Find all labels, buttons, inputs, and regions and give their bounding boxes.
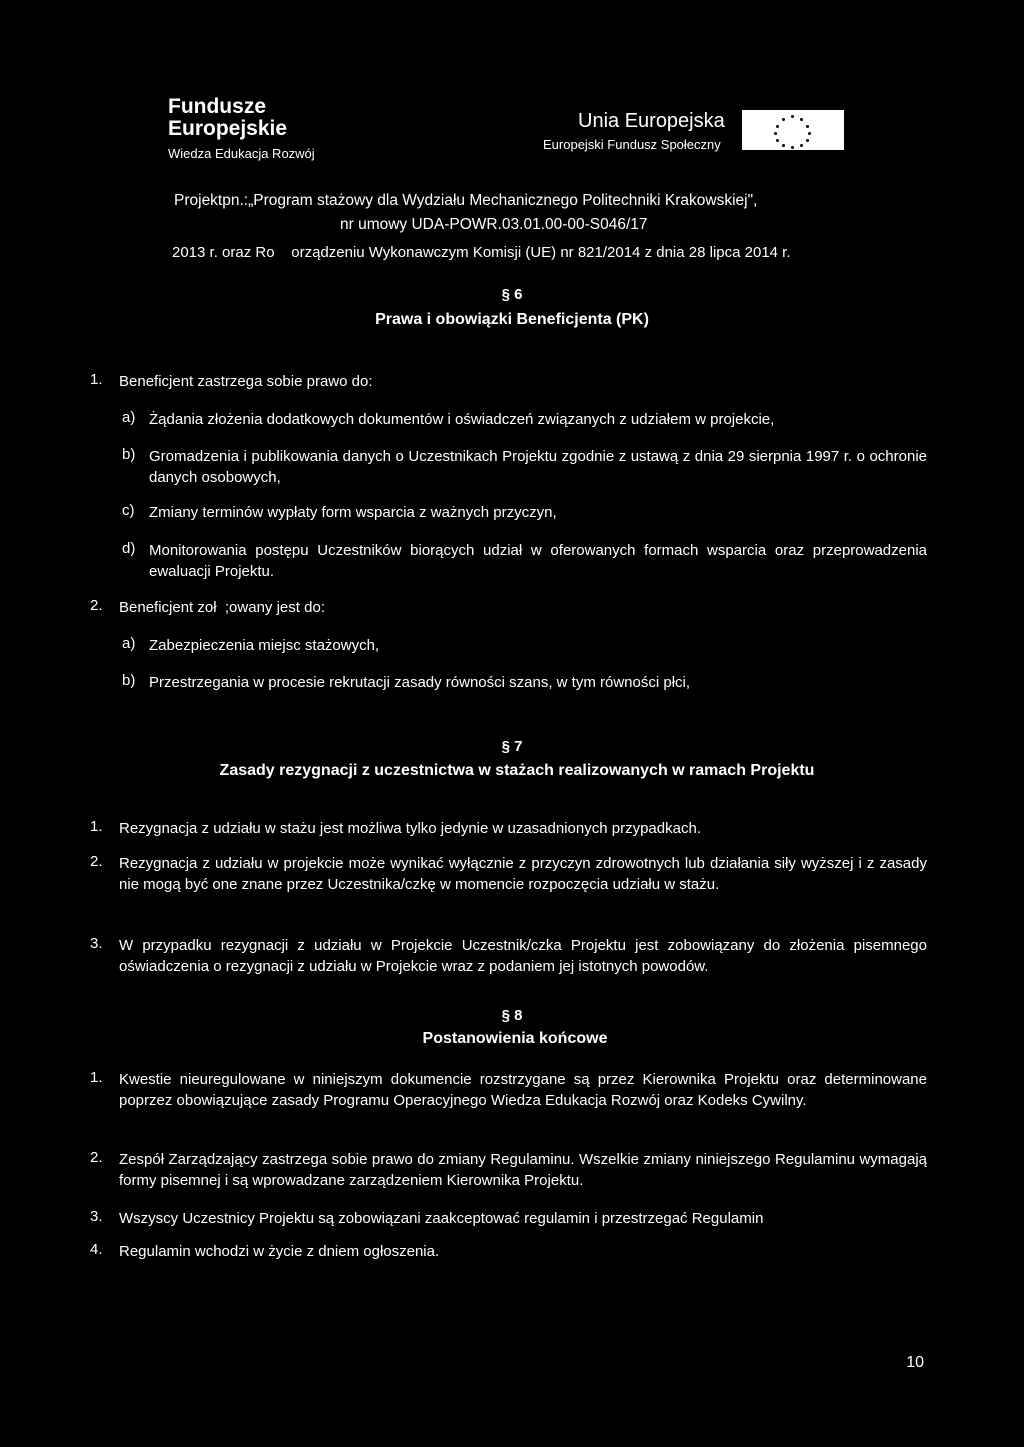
sec6-b-text: Gromadzenia i publikowania danych o Uczestnikach Projektu zgodnie z ustawą z dnia 29 sierpnia 1997 r. o ochronie danych osobowych, [149,448,927,486]
project-agreement-number: nr umowy UDA-POWR.03.01.00-00-S046/17 [340,216,648,233]
sec8-p3-text: Wszyscy Uczestnicy Projektu są zobowiązani zaakceptować regulamin i przestrzegać Regulamin [119,1210,764,1227]
regulation-fragment: 2013 r. oraz Ro orządzeniu Wykonawczym Komisji (UE) nr 821/2014 z dnia 28 lipca 2014 r. [172,244,791,261]
sec6-d-label: d) [122,540,136,557]
sec6-p1-text: Beneficjent zastrzega sobie prawo do: [119,373,373,390]
page-number: 10 [906,1354,924,1371]
section-8-number: § 8 [501,1007,523,1024]
sec6-p2-text: Beneficjent zoł ;owany jest do: [119,599,325,616]
section-7-title: Zasady rezygnacji z uczestnictwa w stażach realizowanych w ramach Projektu [219,762,815,779]
sec6-p2b-text: Przestrzegania w procesie rekrutacji zasady równości szans, w tym równości płci, [149,674,691,691]
sec8-p2-number: 2. [90,1149,103,1166]
sec7-p1-number: 1. [90,818,103,835]
project-title-line: Projektpn.:„Program stażowy dla Wydziału Mechanicznego Politechniki Krakowskiej", [174,192,758,209]
sec8-p4-text: Regulamin wchodzi w życie z dniem ogłoszenia. [119,1243,440,1260]
section-6-title: Prawa i obowiązki Beneficjenta (PK) [375,311,649,328]
sec6-p2-number: 2. [90,597,103,614]
logo-right-subtitle: Europejski Fundusz Społeczny [543,137,721,152]
logo-unia-europejska: Unia Europejska [578,110,725,132]
logo-fundusze-europejskie: Fundusze Europejskie [168,95,288,140]
sec6-a-label: a) [122,409,136,426]
sec6-p2b-label: b) [122,672,136,689]
sec8-p1-text: Kwestie nieuregulowane w niniejszym dokumencie rozstrzygane są przez Kierownika Projektu oraz determinowane poprzez obowiązujące zasady Programu Operacyjnego Wiedza Edukacja Rozwój oraz Kodeks Cywilny. [119,1071,927,1109]
eu-flag-icon [742,110,844,150]
sec7-p3-text: W przypadku rezygnacji z udziału w Projekcie Uczestnik/czka Projektu jest zobowiązany do złożenia pisemnego oświadczenia o rezygnacji z udziału w Projekcie wraz z podaniem jej istotnych powodów. [119,937,927,975]
sec6-p2a-text: Zabezpieczenia miejsc stażowych, [149,637,380,654]
sec8-p3-number: 3. [90,1208,103,1225]
sec7-p2-text: Rezygnacja z udziału w projekcie może wynikać wyłącznie z przyczyn zdrowotnych lub działania siły wyższej i z zasady nie mogą być one znane przez Uczestnika/czkę w momencie rozpoczęcia udziału w stażu. [119,855,927,893]
section-6-number: § 6 [501,286,523,303]
sec6-c-label: c) [122,502,135,519]
sec7-p2-number: 2. [90,853,103,870]
sec6-b-label: b) [122,446,136,463]
sec6-p1-number: 1. [90,371,103,388]
sec6-p2a-label: a) [122,635,136,652]
sec6-d-text: Monitorowania postępu Uczestników biorących udział w oferowanych formach wsparcia oraz przeprowadzenia ewaluacji Projektu. [149,542,927,580]
section-7-number: § 7 [501,738,523,755]
sec8-p4-number: 4. [90,1241,103,1258]
sec7-p3-number: 3. [90,935,103,952]
sec8-p1-number: 1. [90,1069,103,1086]
logo-left-subtitle: Wiedza Edukacja Rozwój [168,146,315,161]
sec6-a-text: Żądania złożenia dodatkowych dokumentów i oświadczeń związanych z udziałem w projekcie, [149,411,775,428]
sec6-c-text: Zmiany terminów wypłaty form wsparcia z ważnych przyczyn, [149,504,557,521]
section-8-title: Postanowienia końcowe [422,1030,608,1047]
sec7-p1-text: Rezygnacja z udziału w stażu jest możliwa tylko jedynie w uzasadnionych przypadkach. [119,820,701,837]
sec8-p2-text: Zespół Zarządzający zastrzega sobie prawo do zmiany Regulaminu. Wszelkie zmiany niniejszego Regulaminu wymagają formy pisemnej i są wprowadzane zarządzeniem Kierownika Projektu. [119,1151,927,1189]
